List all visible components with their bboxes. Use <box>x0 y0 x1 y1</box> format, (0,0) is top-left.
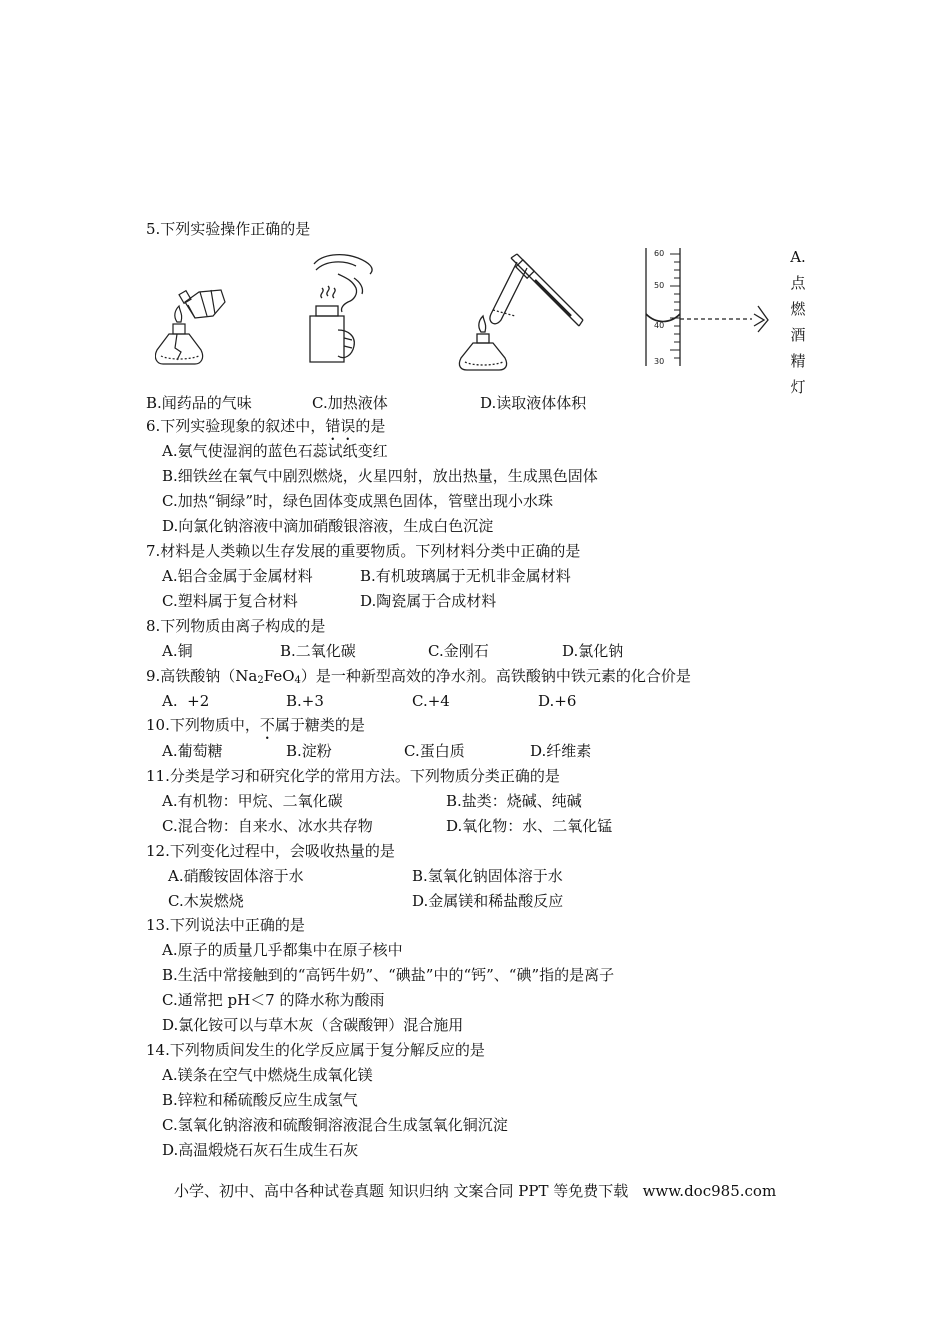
q7-option-b: B.有机玻璃属于无机非金属材料 <box>360 567 571 585</box>
figure-b-smelling <box>298 250 378 370</box>
q13-stem: 13.下列说法中正确的是 <box>146 916 305 934</box>
q7-option-c: C.塑料属于复合材料 <box>162 592 298 610</box>
q10-emphasis: 不 <box>259 716 275 734</box>
q12-option-c: C.木炭燃烧 <box>168 892 244 910</box>
q8-option-c: C.金刚石 <box>428 642 489 660</box>
q13-option-a: A.原子的质量几乎都集中在原子核中 <box>162 941 403 959</box>
q6-option-c: C.加热“铜绿”时，绿色固体变成黑色固体，管壁出现小水珠 <box>162 492 554 510</box>
q12-stem: 12.下列变化过程中，会吸收热量的是 <box>146 842 395 860</box>
q5-option-a: A. 点 燃 酒 精 灯 <box>790 248 806 396</box>
q6-emphasis: 错误 <box>325 417 356 435</box>
footer-download-note: 小学、初中、高中各种试卷真题 知识归纳 文案合同 PPT 等免费下载 www.doc985.com <box>174 1182 777 1200</box>
q14-option-b: B.锌粒和稀硫酸反应生成氢气 <box>162 1091 358 1109</box>
q10-option-c: C.蛋白质 <box>404 742 465 760</box>
q14-stem: 14.下列物质间发生的化学反应属于复分解反应的是 <box>146 1041 485 1059</box>
q7-stem: 7.材料是人类赖以生存发展的重要物质。下列材料分类中正确的是 <box>146 542 581 560</box>
figure-d-reading-volume <box>640 246 780 370</box>
q8-option-a: A.铜 <box>162 642 193 660</box>
q14-option-c: C.氢氧化钠溶液和硫酸铜溶液混合生成氢氧化铜沉淀 <box>162 1116 508 1134</box>
q13-option-b: B.生活中常接触到的“高钙牛奶”、“碘盐”中的“钙”、“碘”指的是离子 <box>162 966 615 984</box>
q13-option-c: C.通常把 pH＜7 的降水称为酸雨 <box>162 991 385 1009</box>
tick-60: 60 <box>654 249 665 258</box>
q14-option-d: D.高温煅烧石灰石生成生石灰 <box>162 1141 359 1159</box>
q9-option-d: D.+6 <box>538 692 577 710</box>
q13-option-d: D.氯化铵可以与草木灰（含碳酸钾）混合施用 <box>162 1016 464 1034</box>
q10-option-d: D.纤维素 <box>530 742 592 760</box>
q5-option-d: D.读取液体体积 <box>480 394 587 412</box>
q12-option-b: B.氢氧化钠固体溶于水 <box>412 867 563 885</box>
q6-option-d: D.向氯化钠溶液中滴加硝酸银溶液，生成白色沉淀 <box>162 517 494 535</box>
q11-option-b: B.盐类：烧碱、纯碱 <box>446 792 582 810</box>
q5-option-b: B.闻药品的气味 <box>146 394 252 412</box>
figure-a-lighting-lamp <box>155 278 235 370</box>
q7-option-a: A.铝合金属于金属材料 <box>162 567 313 585</box>
tick-40: 40 <box>654 321 665 330</box>
q6-option-a: A.氨气使湿润的蓝色石蕊试纸变红 <box>162 442 388 460</box>
q8-option-b: B.二氧化碳 <box>280 642 356 660</box>
q5-option-c: C.加热液体 <box>312 394 388 412</box>
q9-option-b: B.+3 <box>286 692 324 710</box>
tick-30: 30 <box>654 357 665 366</box>
q5-stem: 5.下列实验操作正确的是 <box>146 220 311 238</box>
q11-option-d: D.氧化物：水、二氧化锰 <box>446 817 613 835</box>
q11-option-a: A.有机物：甲烷、二氧化碳 <box>162 792 343 810</box>
q11-option-c: C.混合物：自来水、冰水共存物 <box>162 817 373 835</box>
q10-option-a: A.葡萄糖 <box>162 742 223 760</box>
tick-50: 50 <box>654 281 665 290</box>
q9-option-c: C.+4 <box>412 692 450 710</box>
q14-option-a: A.镁条在空气中燃烧生成氧化镁 <box>162 1066 373 1084</box>
q9-stem: 9.高铁酸钠$(Na_2FeO_4)$是一种新型高效的净水剂。高铁酸钠中铁元素的化合价是 <box>146 667 691 686</box>
q10-stem: 10.下列物质中，不属于糖类的是 <box>146 716 365 734</box>
q6-option-b: B.细铁丝在氧气中剧烈燃烧，火星四射，放出热量，生成黑色固体 <box>162 467 598 485</box>
q12-option-a: A.硝酸铵固体溶于水 <box>168 867 304 885</box>
q6-stem: 6.下列实验现象的叙述中，错误的是 <box>146 417 386 435</box>
q11-stem: 11.分类是学习和研究化学的常用方法。下列物质分类正确的是 <box>146 767 560 785</box>
q8-option-d: D.氯化钠 <box>562 642 624 660</box>
q12-option-d: D.金属镁和稀盐酸反应 <box>412 892 564 910</box>
q7-option-d: D.陶瓷属于合成材料 <box>360 592 497 610</box>
q8-stem: 8.下列物质由离子构成的是 <box>146 617 326 635</box>
figure-c-heating-liquid <box>455 252 585 372</box>
q9-option-a: A. +2 <box>162 692 210 710</box>
q10-option-b: B.淀粉 <box>286 742 332 760</box>
